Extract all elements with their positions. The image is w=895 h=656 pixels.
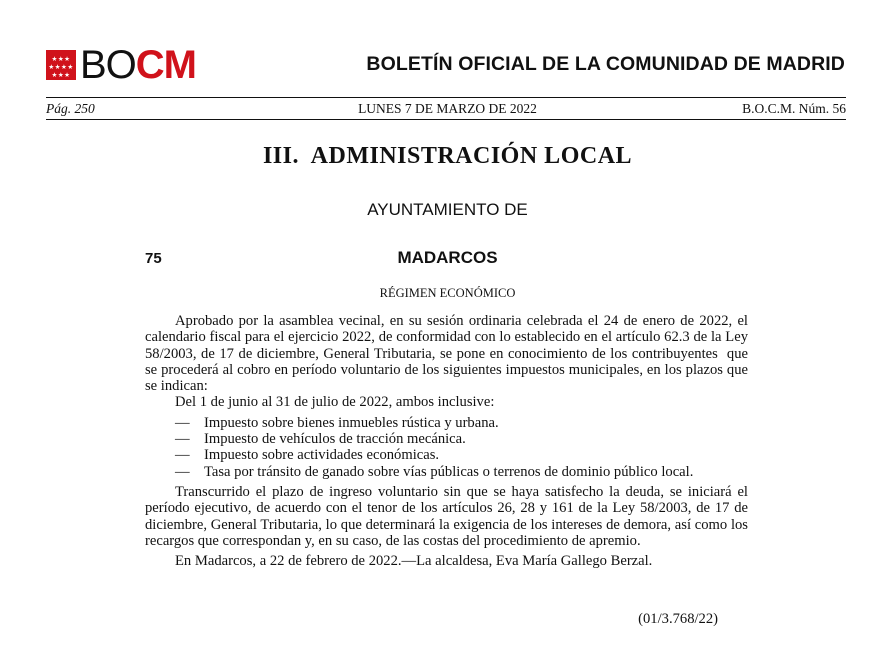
list-item — [145, 431, 748, 447]
reference-code: (01/3.768/22) — [638, 611, 718, 627]
section-title: III. ADMINISTRACIÓN LOCAL — [262, 143, 633, 169]
logo-suffix: CM — [135, 43, 197, 87]
list-item-text: Impuesto de vehículos de tracción mecánica. — [204, 431, 466, 448]
logo-prefix: BO — [80, 43, 136, 87]
header-rule-top — [46, 97, 846, 98]
dash-marker: — — [175, 463, 190, 480]
notice-subtitle: RÉGIMEN ECONÓMICO — [379, 286, 516, 300]
issue-date: LUNES 7 DE MARZO DE 2022 — [358, 101, 537, 116]
paragraph-enforcement: Transcurrido el plazo de ingreso voluntario sin que se haya satisfecho la deuda, se iniciará el período ejecutivo, de acuerdo con el tenor de los artículos 26, 28 y 161 de la Ley 58/2003, de 17 de diciembre, General Tributaria, lo que determinará la exigencia de los intereses de demora, así como los recargos que correspondan y, en su caso, de las costas del procedimiento de apremio. — [145, 483, 748, 549]
logo-wordmark — [80, 43, 197, 87]
issue-number: B.O.C.M. Núm. 56 — [742, 101, 846, 116]
list-item — [145, 415, 748, 431]
header-rule-bottom — [46, 119, 846, 120]
flag-stars: ★★★ ★★★★ ★★★ ★★★ — [48, 55, 74, 87]
madrid-flag-icon — [46, 50, 76, 87]
signature-line: En Madarcos, a 22 de febrero de 2022.—La alcaldesa, Eva María Gallego Berzal. — [175, 553, 653, 570]
list-item-text: Impuesto sobre actividades económicas. — [204, 447, 440, 464]
tax-list — [145, 415, 748, 480]
list-item-text: Impuesto sobre bienes inmuebles rústica y urbana. — [204, 414, 499, 431]
dash-marker: — — [175, 447, 190, 464]
notice-number: 75 — [145, 250, 162, 267]
dash-marker: — — [175, 414, 190, 431]
list-item — [145, 447, 748, 463]
list-item-text: Tasa por tránsito de ganado sobre vías públicas o terrenos de dominio público local. — [204, 463, 694, 480]
masthead-title: BOLETÍN OFICIAL DE LA COMUNIDAD DE MADRID — [366, 53, 845, 75]
bocm-logo — [46, 43, 197, 87]
page-number: Pág. 250 — [46, 101, 95, 116]
paragraph-period: Del 1 de junio al 31 de julio de 2022, ambos inclusive: — [175, 394, 495, 411]
dash-marker: — — [175, 431, 190, 448]
notice-body — [145, 313, 752, 570]
list-item — [145, 464, 748, 480]
paragraph-approval: Aprobado por la asamblea vecinal, en su sesión ordinaria celebrada el 24 de enero de 2022, el calendario fiscal para el ejercicio 2022, de conformidad con lo establecido en el artículo 62.3 de la Ley 58/2003, de 17 de diciembre, General Tributaria, se pone en conocimiento de los contribuyentes que se procederá al cobro en período voluntario de los siguientes impuestos municipales, en los plazos que se indican: — [145, 313, 752, 395]
ayuntamiento-heading: AYUNTAMIENTO DE — [367, 200, 528, 219]
town-name: MADARCOS — [397, 248, 498, 267]
